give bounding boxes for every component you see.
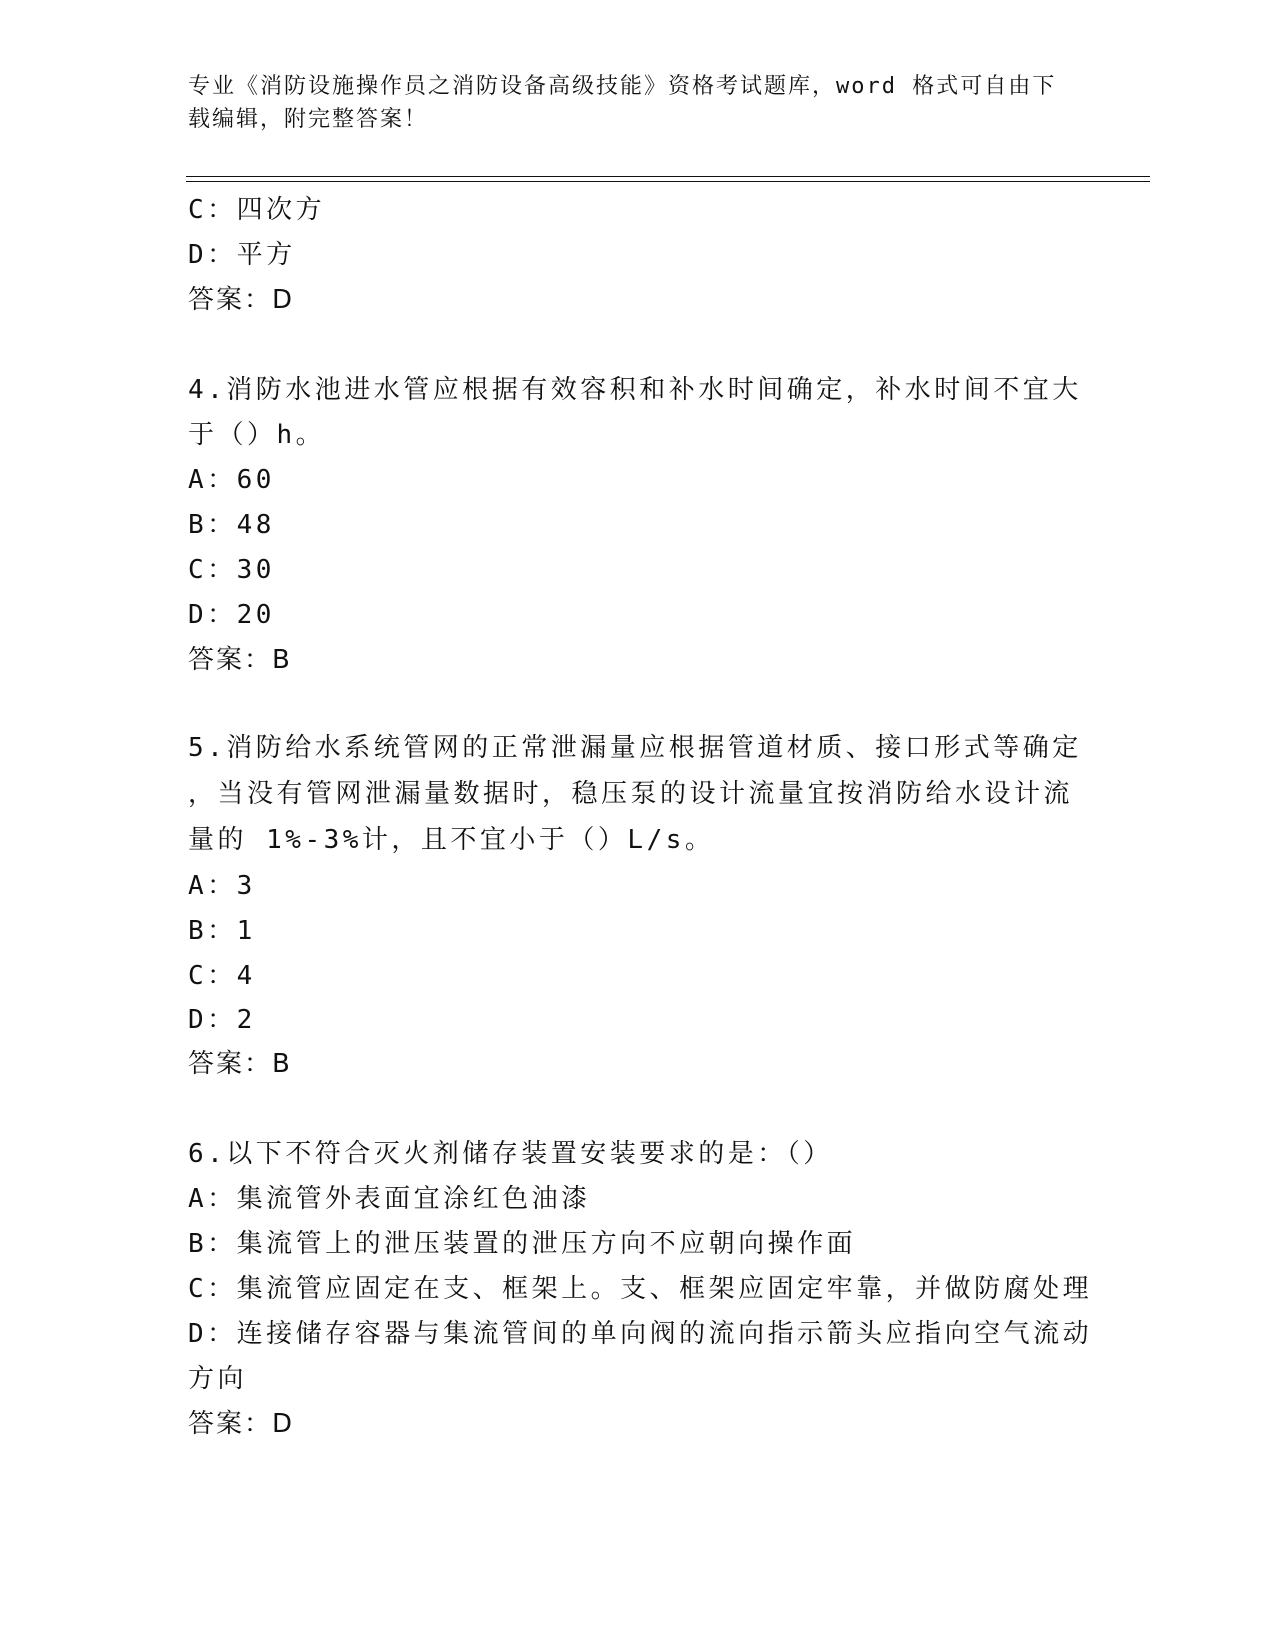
q4-answer: 答案：B bbox=[188, 645, 292, 675]
q6-stem: 6.以下不符合灭火剂储存装置安装要求的是：（） bbox=[188, 1139, 833, 1169]
q6-option-d: D：连接储存容器与集流管间的单向阀的流向指示箭头应指向空气流动 bbox=[188, 1319, 1093, 1349]
q3-option-c: C：四次方 bbox=[188, 195, 326, 225]
q4-option-a: A：60 bbox=[188, 465, 275, 495]
q4-option-c: C：30 bbox=[188, 555, 275, 585]
q5-stem-line-2: ，当没有管网泄漏量数据时，稳压泵的设计流量宜按消防给水设计流 bbox=[188, 779, 1074, 809]
q6-option-a: A：集流管外表面宜涂红色油漆 bbox=[188, 1184, 591, 1214]
q6-option-d-continued: 方向 bbox=[188, 1364, 248, 1394]
q5-stem-line-3: 量的 1%-3%计，且不宜小于（）L/s。 bbox=[188, 825, 715, 855]
q5-stem-line-1: 5.消防给水系统管网的正常泄漏量应根据管道材质、接口形式等确定 bbox=[188, 733, 1082, 763]
q5-option-a: A：3 bbox=[188, 871, 256, 901]
q3-answer: 答案：D bbox=[188, 285, 295, 315]
q6-option-b: B：集流管上的泄压装置的泄压方向不应朝向操作面 bbox=[188, 1229, 857, 1259]
q6-option-c: C：集流管应固定在支、框架上。支、框架应固定牢靠，并做防腐处理 bbox=[188, 1274, 1093, 1304]
q5-option-b: B：1 bbox=[188, 916, 256, 946]
q5-answer: 答案：B bbox=[188, 1049, 292, 1079]
q5-option-d: D：2 bbox=[188, 1005, 256, 1035]
q4-option-b: B：48 bbox=[188, 510, 275, 540]
q4-stem-line-1: 4.消防水池进水管应根据有效容积和补水时间确定，补水时间不宜大 bbox=[188, 375, 1082, 405]
document-header: 专业《消防设施操作员之消防设备高级技能》资格考试题库，word 格式可自由下载编辑，附完整答案！ bbox=[188, 74, 1057, 132]
header-rule-top bbox=[186, 176, 1150, 177]
header-rule-bottom bbox=[186, 181, 1150, 182]
q4-stem-line-2: 于（）h。 bbox=[188, 420, 326, 450]
q6-answer: 答案：D bbox=[188, 1409, 295, 1439]
q3-option-d: D：平方 bbox=[188, 240, 296, 270]
q5-option-c: C：4 bbox=[188, 961, 256, 991]
q4-option-d: D：20 bbox=[188, 600, 275, 630]
